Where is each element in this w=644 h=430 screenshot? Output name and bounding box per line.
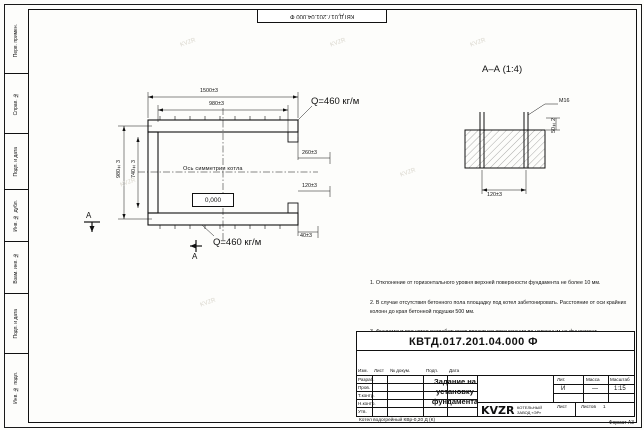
role-utv: Утв. [358,409,367,414]
watermark: KVZR [399,167,417,179]
top-designation-text: КВТД.017.201.04.000 Ф [289,13,355,19]
val-masshtab: 1:15 [614,386,626,392]
product-name: Котел водогрейный КВр-0,20 Д (К) [359,418,436,423]
margin-label: Инв. № подл. [13,371,19,404]
role-tkontr: Т.контр. [358,393,375,398]
tb-rule [357,350,634,351]
load-label-top: Q=460 кг/м [311,96,360,107]
col-izm: Изм. [358,368,368,373]
role-razrab: Разраб. [358,377,375,382]
dim-sec-120: 120±3 [487,192,502,198]
section-mark-a-left: А [86,211,92,220]
hdr-masshtab: Масштаб [610,377,630,382]
section-title: А–А (1:4) [482,64,523,75]
hdr-lit: Лит. [557,377,566,382]
hdr-sheet: Лист [557,404,567,409]
role-nkontr: Н.контр. [358,401,376,406]
tb-rule [553,375,554,402]
col-podp: Подп. [426,368,439,373]
val-sheets: 1 [603,404,606,409]
dim-1500: 1500±3 [200,88,218,94]
watermark: KVZR [329,37,347,49]
watermark: KVZR [199,297,217,309]
dim-260: 260±3 [302,150,317,156]
margin-label: Взам. инв. № [13,251,19,284]
dim-sec-50: 50±2 [551,118,557,133]
col-docum: № докум. [390,368,411,373]
margin-label: Подп. и дата [13,146,19,177]
tb-rule [583,375,584,402]
drawing-title-line-1: Задание на [434,377,476,386]
role-prov: Пров. [358,385,371,390]
dim-120: 120±3 [302,183,317,189]
val-massa: — [592,386,598,392]
bolt-label-m16: М16 [559,98,570,104]
load-label-bottom: Q=460 кг/м [213,237,262,248]
tb-rule [608,375,609,402]
company-sub-2: ЗАВОД «ЭР» [517,410,542,415]
margin-label: Справ. № [13,91,19,116]
drawing-title-line-2: установку [436,387,474,396]
val-lit: И [561,386,566,392]
dim-40: 40±3 [300,233,312,239]
note-1: 1. Отклонение от горизонтального уровня верхней поверхности фундамента не более 10 мм. [370,280,601,286]
margin-label: Инв. № дубл. [13,199,19,232]
zero-level-text: 0,000 [204,196,222,204]
hdr-massa: Масса [586,377,600,382]
section-mark-a-bottom: А [192,252,198,261]
company-logo: KVZR [481,404,515,417]
margin-label: Перв. примен. [13,24,19,58]
margin-label: Подп. и дата [13,308,19,339]
company-sub-1: КОТЕЛЬНЫЙ [517,405,543,410]
watermark: KVZR [179,37,197,49]
sheet-format: Формат А3 [608,420,634,426]
zero-level-mark [192,193,234,207]
col-list: Лист [374,368,384,373]
dim-740-vert: 740±3 [131,160,137,178]
dim-980: 980±3 [209,101,224,107]
tb-rule [575,402,576,416]
drawing-designation: КВТД.017.201.04.000 Ф [409,336,538,348]
hdr-sheets: Листов [581,404,596,409]
col-data: Дата [449,368,460,373]
note-2: 2. В случае отсутствия бетонного пола площадку под котел забетонировать. Расстояние от оси крайних колонн до края бетонной подушки 500 мм. [370,300,627,315]
tb-rule [553,393,634,394]
watermark: KVZR [469,37,487,49]
dim-980-vert: 980±3 [116,160,122,178]
watermark: KVZR [119,177,137,189]
symmetry-axis-label: Ось симметрии котла [183,166,243,172]
tb-rule [357,375,634,376]
drawing-title-line-3: фундамента [431,397,479,406]
tb-rule [553,384,634,385]
tb-rule [357,407,477,408]
